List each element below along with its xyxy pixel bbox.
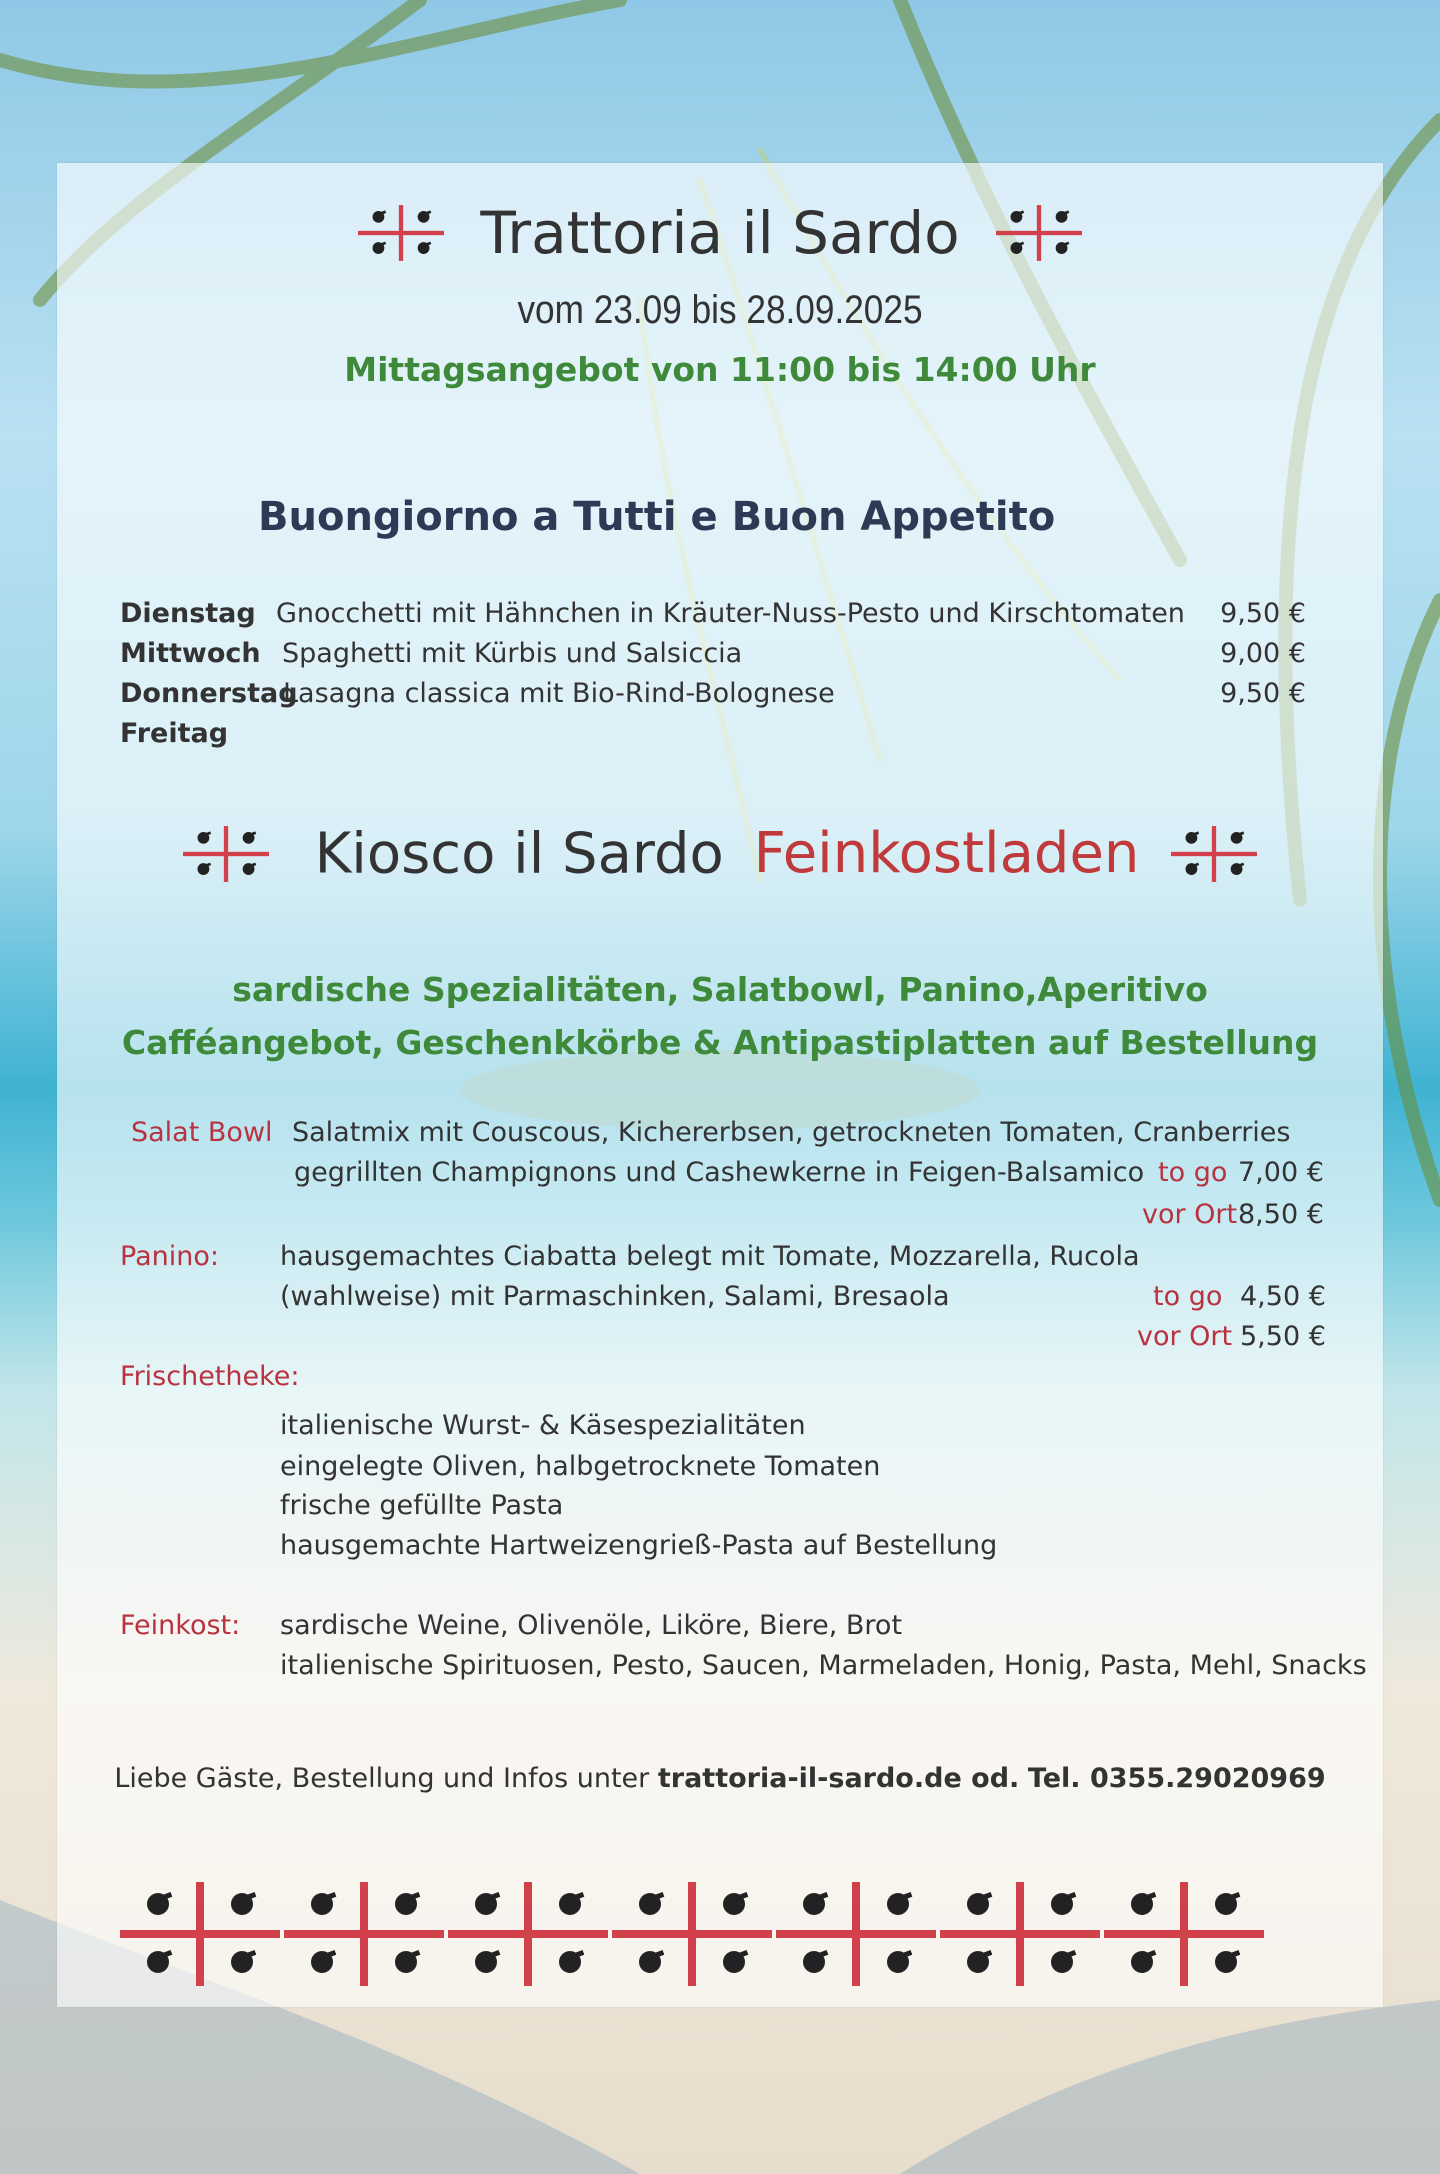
website-link[interactable]: trattoria-il-sardo.de [657, 1763, 962, 1794]
panino-desc: (wahlweise) mit Parmaschinken, Salami, Bresaola [280, 1281, 950, 1312]
vorort-price: 5,50 € [1240, 1321, 1326, 1352]
salat-bowl-label: Salat Bowl [131, 1117, 273, 1148]
kiosk-heading [0, 818, 1440, 886]
feinkost-desc: italienische Spirituosen, Pesto, Saucen, Marmeladen, Honig, Pasta, Mehl, Snacks [280, 1650, 1367, 1681]
menu-day: Freitag [120, 718, 229, 749]
frischetheke-label: Frischetheke: [120, 1361, 300, 1392]
feinkost-label: Feinkost: [120, 1610, 241, 1641]
menu-day: Donnerstag [120, 678, 298, 709]
sardinia-flag-icon [1104, 1882, 1264, 1986]
panino-desc: hausgemachtes Ciabatta belegt mit Tomate, Mozzarella, Rucola [280, 1241, 1140, 1272]
frischetheke-item: eingelegte Oliven, halbgetrocknete Tomaten [280, 1451, 881, 1482]
feinkost-desc: sardische Weine, Olivenöle, Liköre, Biere, Brot [280, 1610, 903, 1641]
menu-price: 9,00 € [1220, 638, 1306, 669]
togo-price: 4,50 € [1240, 1281, 1326, 1312]
menu-dish: Lasagna classica mit Bio-Rind-Bolognese [283, 678, 835, 709]
sardinia-flag-icon [940, 1882, 1100, 1986]
greeting-heading: Buongiorno a Tutti e Buon Appetito [258, 494, 1056, 540]
date-range: vom 23.09 bis 28.09.2025 [517, 288, 923, 332]
sardinia-flag-icon [120, 1882, 280, 1986]
vorort-label: vor Ort [1137, 1321, 1233, 1352]
panino-label: Panino: [120, 1241, 219, 1272]
sardinia-flag-icon [776, 1882, 936, 1986]
vorort-label: vor Ort [1142, 1199, 1238, 1230]
frischetheke-item: italienische Wurst- & Käsespezialitäten [280, 1410, 806, 1441]
menu-dish: Spaghetti mit Kürbis und Salsiccia [282, 638, 743, 669]
contact-middle: od. [961, 1763, 1020, 1794]
kiosk-title: Kiosco il Sardo [314, 821, 724, 887]
sardinia-flag-icon [612, 1882, 772, 1986]
specialties-line: Cafféangebot, Geschenkkörbe & Antipastiplatten auf Bestellung [121, 1023, 1319, 1062]
menu-day: Dienstag [120, 598, 256, 629]
frischetheke-item: frische gefüllte Pasta [280, 1490, 564, 1521]
lunch-hours: Mittagsangebot von 11:00 bis 14:00 Uhr [344, 350, 1096, 389]
salat-bowl-desc: Salatmix mit Couscous, Kichererbsen, getrockneten Tomaten, Cranberries [292, 1117, 1291, 1148]
contact-prefix: Liebe Gäste, Bestellung und Infos unter [114, 1763, 658, 1794]
togo-price: 7,00 € [1238, 1157, 1324, 1188]
menu-price: 9,50 € [1220, 678, 1306, 709]
sardinia-flag-icon [996, 204, 1082, 262]
contact-line [0, 1763, 1440, 1794]
page-title-row [0, 195, 1440, 267]
kiosk-subtitle: Feinkostladen [753, 821, 1140, 887]
togo-label: to go [1153, 1281, 1223, 1312]
menu-panel [57, 163, 1383, 2007]
sardinia-flag-icon [448, 1882, 608, 1986]
sardinia-flag-icon [284, 1882, 444, 1986]
frischetheke-item: hausgemachte Hartweizengrieß-Pasta auf Bestellung [280, 1530, 998, 1561]
togo-label: to go [1158, 1157, 1228, 1188]
page-title: Trattoria il Sardo [480, 198, 960, 267]
sardinia-flag-icon [183, 825, 269, 883]
phone-number[interactable]: Tel. 0355.29020969 [1027, 1763, 1326, 1794]
menu-price: 9,50 € [1220, 598, 1306, 629]
salat-bowl-desc: gegrillten Champignons und Cashewkerne in Feigen-Balsamico [294, 1157, 1145, 1188]
menu-dish: Gnocchetti mit Hähnchen in Kräuter-Nuss-Pesto und Kirschtomaten [276, 598, 1185, 629]
sardinia-flag-icon [1171, 825, 1257, 883]
sardinia-flag-icon [358, 204, 444, 262]
menu-day: Mittwoch [120, 638, 261, 669]
specialties-line: sardische Spezialitäten, Salatbowl, Panino,Aperitivo [232, 970, 1208, 1009]
vorort-price: 8,50 € [1238, 1199, 1324, 1230]
